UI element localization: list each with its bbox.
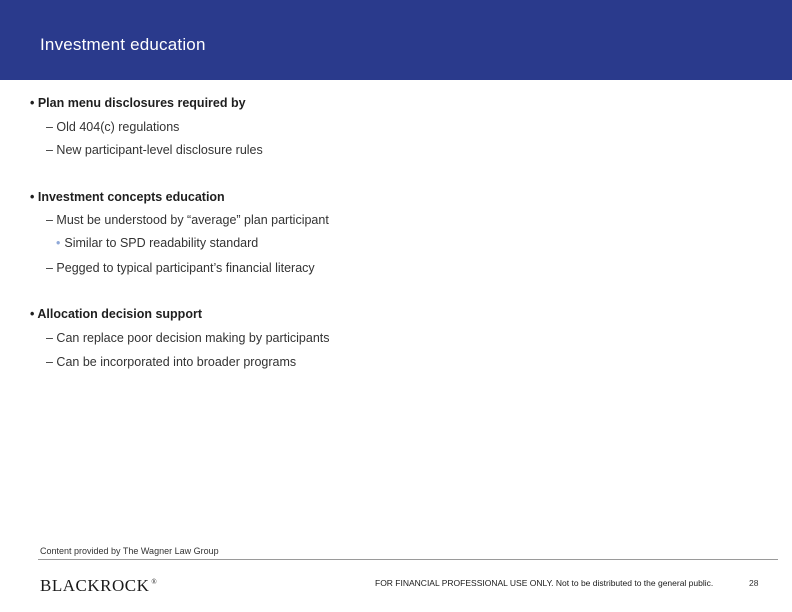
content-source-note: Content provided by The Wagner Law Group bbox=[40, 546, 219, 556]
registered-mark: ® bbox=[151, 578, 158, 587]
slide-header bbox=[0, 0, 792, 80]
bullet-allocation-support: • Allocation decision support bbox=[30, 307, 202, 321]
sub-bullet-broader-programs: – Can be incorporated into broader programs bbox=[46, 355, 297, 369]
sub-bullet-participant-disclosure: – New participant-level disclosure rules bbox=[46, 143, 263, 157]
logo-text: BLACKROCK bbox=[40, 576, 150, 595]
slide-title: Investment education bbox=[40, 35, 206, 54]
sub-bullet-average-participant: – Must be understood by “average” plan participant bbox=[46, 213, 329, 227]
sub-bullet-404c: – Old 404(c) regulations bbox=[46, 120, 180, 134]
bullet-dot-icon: • bbox=[56, 236, 61, 250]
sub-sub-bullet-spd-readability bbox=[56, 236, 258, 250]
bullet-plan-menu-disclosures: • Plan menu disclosures required by bbox=[30, 96, 246, 110]
blackrock-logo bbox=[40, 576, 157, 596]
page-number: 28 bbox=[749, 578, 759, 588]
sub-bullet-replace-poor-decisions: – Can replace poor decision making by participants bbox=[46, 331, 330, 345]
bullet-investment-concepts: • Investment concepts education bbox=[30, 190, 225, 204]
footer-disclaimer: FOR FINANCIAL PROFESSIONAL USE ONLY. Not to be distributed to the general public. bbox=[375, 578, 714, 588]
sub-bullet-financial-literacy: – Pegged to typical participant’s financial literacy bbox=[46, 261, 315, 275]
footer-divider bbox=[38, 559, 778, 560]
sub-sub-bullet-text: Similar to SPD readability standard bbox=[64, 236, 259, 250]
